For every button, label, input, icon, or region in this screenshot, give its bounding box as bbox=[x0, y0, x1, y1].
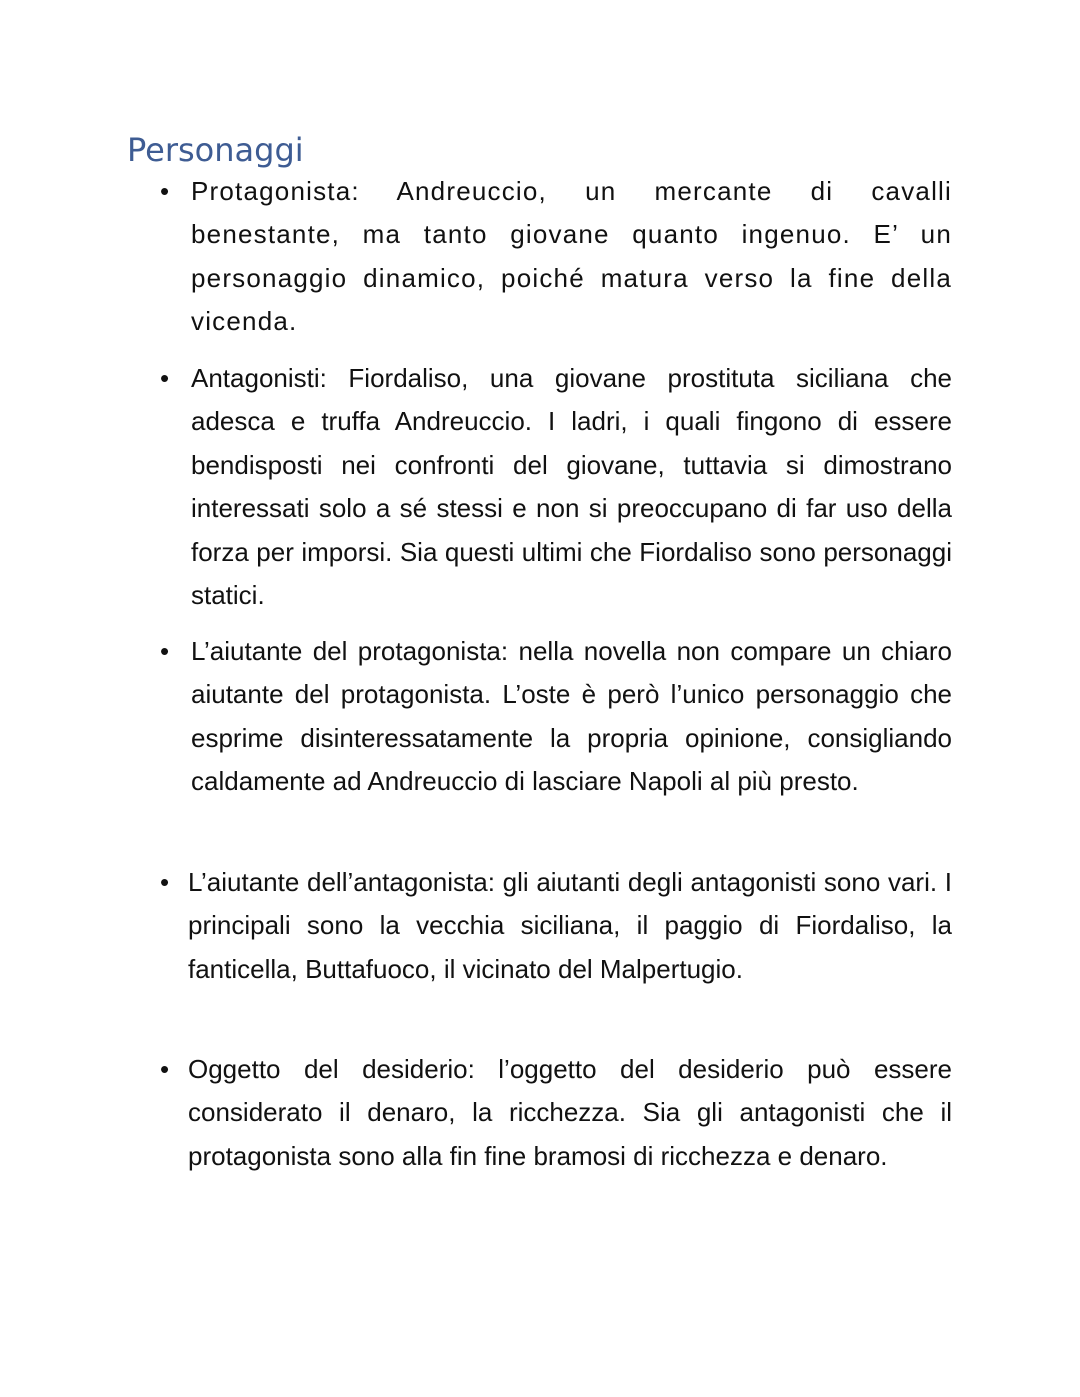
bullet-icon: • bbox=[160, 176, 171, 206]
list-item bbox=[160, 170, 952, 344]
list-item-text: L’aiutante dell’antagonista: gli aiutanti degli antagonisti sono vari. I principali sono la vecchia siciliana, il paggio di Fiordaliso, la fanticella, Buttafuoco, il vicinato del Malpertugio. bbox=[188, 867, 952, 984]
list-item-text: L’aiutante del protagonista: nella novella non compare un chiaro aiutante del protagonista. L’oste è però l’unico personaggio che esprime disinteressatamente la propria opinione, consigliando caldamente ad Andreuccio di lasciare Napoli al più presto. bbox=[191, 636, 952, 797]
list-item bbox=[160, 630, 952, 804]
list-item bbox=[160, 357, 952, 617]
list-item bbox=[160, 861, 952, 991]
section-heading: Personaggi bbox=[127, 131, 304, 169]
list-item bbox=[160, 1048, 952, 1178]
bullet-icon: • bbox=[160, 867, 170, 897]
bullet-icon: • bbox=[160, 363, 170, 393]
list-item-text: Oggetto del desiderio: l’oggetto del desiderio può essere considerato il denaro, la ricchezza. Sia gli antagonisti che il protagonista sono alla fin fine bramosi di ricchezza e denaro. bbox=[188, 1054, 952, 1171]
bullet-icon: • bbox=[160, 636, 170, 666]
list-item-text: Antagonisti: Fiordaliso, una giovane prostituta siciliana che adesca e truffa Andreuccio. I ladri, i quali fingono di essere bendisposti nei confronti del giovane, tuttavia si dimostrano interessati solo a sé stessi e non si preoccupano di far uso della forza per imporsi. Sia questi ultimi che Fiordaliso sono personaggi statici. bbox=[191, 363, 952, 611]
bullet-icon: • bbox=[160, 1054, 170, 1084]
list-item-text: Protagonista: Andreuccio, un mercante di cavalli benestante, ma tanto giovane quanto ingenuo. E’ un personaggio dinamico, poiché matura verso la fine della vicenda. bbox=[191, 176, 952, 337]
